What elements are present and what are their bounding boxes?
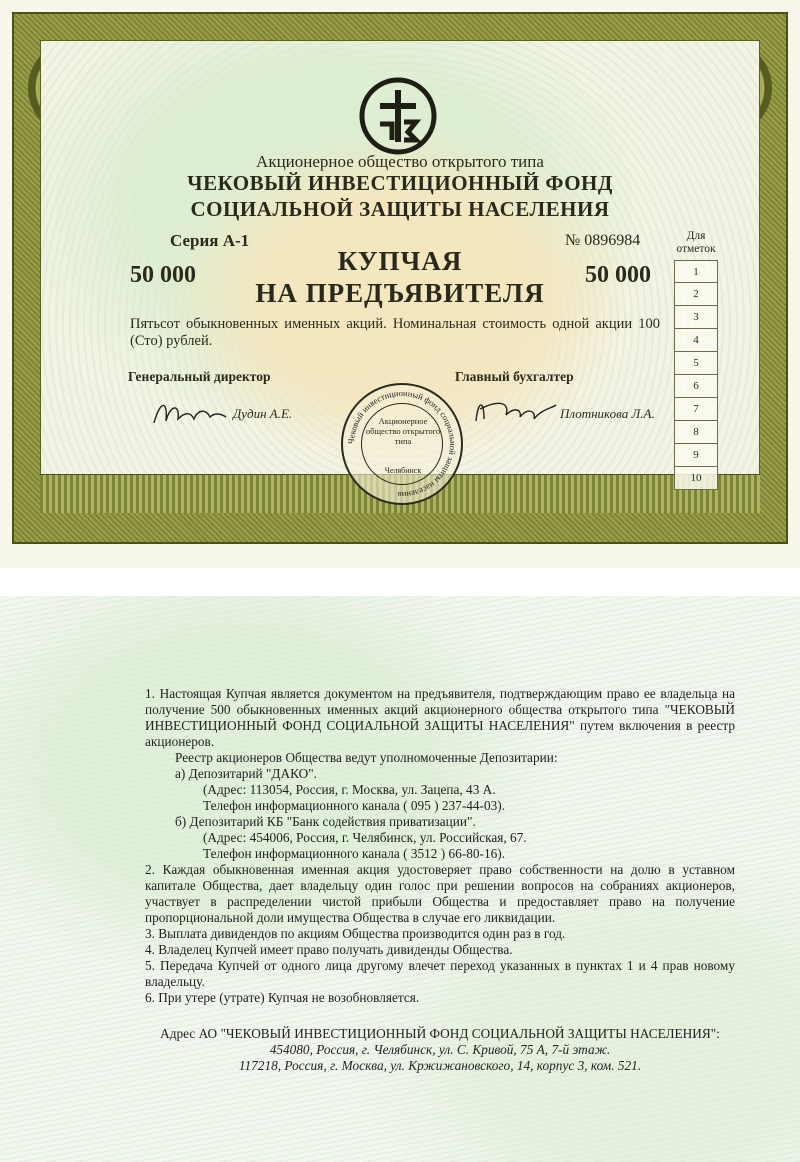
director-name: Дудин А.Е. [233, 406, 293, 421]
term-2: 2. Каждая обыкновенная именная акция удостоверяет право собственности на долю в уставном капитале Общества, дает владельцу один голос при решении вопросов на собраниях акционеров, участвует в распределении чистой прибыли Общества и предоставляет право на получение пропорциональной доли имущества Общества в случае его ликвидации. [145, 862, 735, 925]
seal-ring-text: Чековый инвестиционный фонд социальной защиты населения [345, 387, 459, 501]
certificate-back [0, 596, 800, 1162]
marks-header-line1: Для [686, 230, 706, 242]
term-4: 4. Владелец Купчей имеет право получать дивиденды Общества. [145, 942, 513, 957]
title-line1: КУПЧАЯ [337, 246, 463, 276]
mark-cell: 5 [674, 352, 718, 375]
term-6: 6. При утере (утрате) Купчая не возобновляется. [145, 990, 420, 1005]
company-address-2: 117218, Россия, г. Москва, ул. Кржижановского, 14, корпус 3, ком. 521. [238, 1058, 642, 1073]
certificate-front [0, 0, 800, 568]
seal-city: Челябинск [384, 466, 422, 475]
registry-intro: Реестр акционеров Общества ведут уполномоченные Депозитарии: [175, 750, 558, 765]
mark-cell: 1 [674, 260, 718, 283]
amount-left: 50 000 [130, 262, 196, 288]
term-1: 1. Настоящая Купчая является документом на предъявителя, подтверждающим право ее владельца на получение 500 обыкновенных именных акций акционерного общества открытого типа "ЧЕКОВЫЙ ИНВЕСТИЦИОННЫЙ ФОНД СОЦИАЛЬНОЙ ЗАЩИТЫ НАСЕЛЕНИЯ" путем включения в реестр акционеров. [145, 686, 735, 749]
title-line2: НА ПРЕДЪЯВИТЕЛЯ [255, 278, 545, 308]
fund-name-line1: ЧЕКОВЫЙ ИНВЕСТИЦИОННЫЙ ФОНД [187, 171, 613, 195]
accountant-label: Главный бухгалтер [455, 369, 574, 384]
depositary-a-address: (Адрес: 113054, Россия, г. Москва, ул. Зацепа, 43 А. [203, 782, 496, 797]
seal-center-text: Акционерное общество открытого типа [365, 416, 441, 446]
terms-text [145, 686, 735, 1074]
mark-cell: 4 [674, 329, 718, 352]
accountant-signature-icon [470, 395, 560, 429]
director-label: Генеральный директор [128, 369, 271, 384]
company-address-title: Адрес АО "ЧЕКОВЫЙ ИНВЕСТИЦИОННЫЙ ФОНД СОЦИАЛЬНОЙ ЗАЩИТЫ НАСЕЛЕНИЯ": [160, 1026, 720, 1041]
term-3: 3. Выплата дивидендов по акциям Общества производится один раз в год. [145, 926, 566, 941]
marks-header [674, 230, 718, 260]
marks-header-line2: отметок [676, 243, 716, 255]
mark-cell: 9 [674, 444, 718, 467]
fund-name-line2: СОЦИАЛЬНОЙ ЗАЩИТЫ НАСЕЛЕНИЯ [190, 197, 610, 221]
fund-name [140, 170, 660, 222]
depositary-a-phone: Телефон информационного канала ( 095 ) 237-44-03). [203, 798, 506, 813]
depositary-a: а) Депозитарий "ДАКО". [175, 766, 317, 781]
accountant-name: Плотникова Л.А. [560, 406, 655, 421]
depositary-b: б) Депозитарий КБ "Банк содействия приватизации". [175, 814, 476, 829]
document-title [240, 245, 560, 309]
term-5: 5. Передача Купчей от одного лица другому влечет переход указанных в пунктах 1 и 4 прав новому владельцу. [145, 958, 735, 989]
depositary-b-address: (Адрес: 454006, Россия, г. Челябинск, ул. Российская, 67. [203, 830, 527, 845]
mark-cell: 2 [674, 283, 718, 306]
depositary-b-phone: Телефон информационного канала ( 3512 ) 66-80-16). [203, 846, 506, 861]
company-address-1: 454080, Россия, г. Челябинск, ул. С. Кривой, 75 А, 7-й этаж. [269, 1042, 611, 1057]
director-signature-icon [150, 395, 230, 431]
mark-cell: 6 [674, 375, 718, 398]
mark-cell: 8 [674, 421, 718, 444]
amount-right: 50 000 [585, 262, 651, 288]
share-description: Пятьсот обыкновенных именных акций. Номинальная стоимость одной акции 100 (Сто) рублей. [130, 316, 660, 349]
certificate-number: № 0896984 [565, 232, 641, 249]
round-seal [341, 383, 463, 505]
issuer-type: Акционерное общество открытого типа [256, 152, 544, 171]
mark-cell: 3 [674, 306, 718, 329]
mark-cell: 10 [674, 467, 718, 490]
marks-table [674, 230, 718, 490]
fund-logo-icon [358, 76, 438, 156]
mark-cell: 7 [674, 398, 718, 421]
seal-inner-ring [361, 403, 443, 485]
series: Серия А-1 [170, 231, 250, 250]
